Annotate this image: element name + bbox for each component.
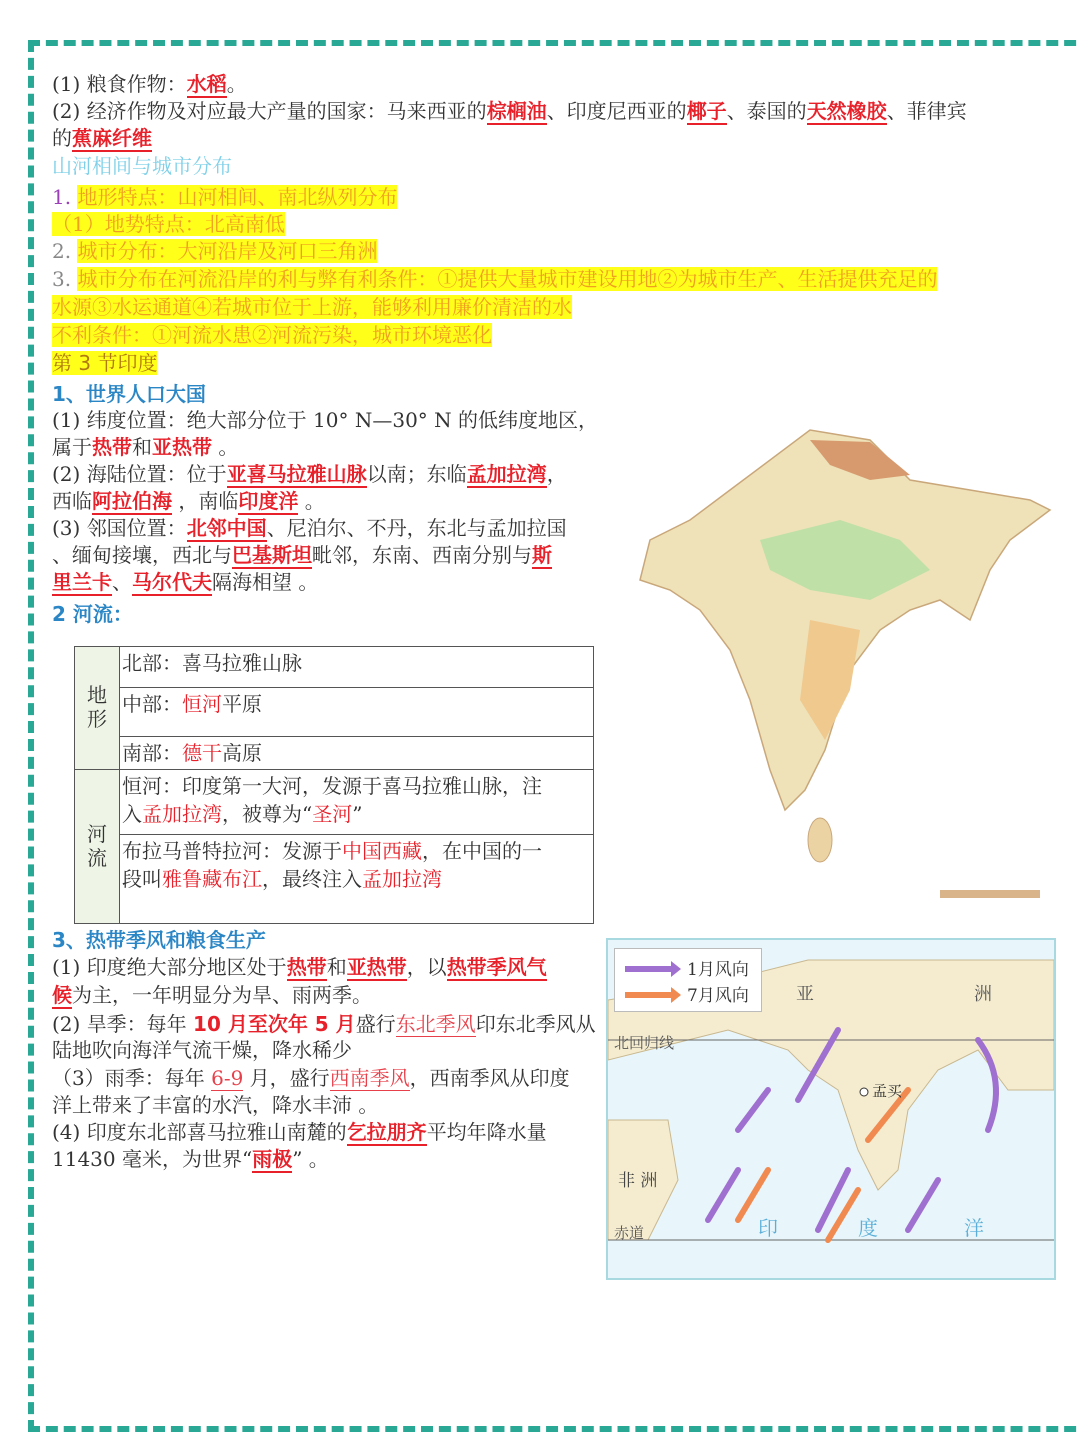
river-label-cell: 河流 <box>75 770 120 924</box>
section-heading: 2 河流： <box>52 602 133 626</box>
text-line: 陆地吹向海洋气流干燥，降水稀少 <box>52 1038 352 1062</box>
text-line: (1) 印度绝大部分地区处于热带和亚热带，以热带季风气 <box>52 955 547 979</box>
text-line: 属于热带和亚热带 。 <box>52 435 239 459</box>
table-cell: 南部：德干高原 <box>120 737 594 770</box>
section-heading: 山河相间与城市分布 <box>52 154 232 178</box>
terrain-label-cell: 地形 <box>75 647 120 770</box>
section-heading: 1、世界人口大国 <box>52 382 206 406</box>
asia-label-2: 洲 <box>974 984 992 1005</box>
tropic-label: 北回归线 <box>614 1034 675 1052</box>
text-line: (2) 旱季：每年 10 月至次年 5 月盛行东北季风印东北季风从 <box>52 1012 596 1036</box>
text-line: (2) 海陆位置：位于亚喜马拉雅山脉以南；东临孟加拉湾， <box>52 462 567 486</box>
text-line: 里兰卡、马尔代夫隔海相望 。 <box>52 570 319 594</box>
africa-label: 非 洲 <box>618 1171 658 1191</box>
highlight-line: 不利条件：①河流水患②河流污染，城市环境恶化 <box>52 323 492 347</box>
legend-jan: 1月风向 <box>687 960 749 980</box>
text-line: 11430 毫米，为世界“雨极” 。 <box>52 1147 329 1171</box>
text-line: （3）雨季：每年 6-9 月，盛行西南季风，西南季风从印度 <box>52 1066 570 1090</box>
text-line: (1) 纬度位置：绝大部分位于 10° N—30° N 的低纬度地区， <box>52 408 599 432</box>
text-line: (1) 粮食作物：水稻。 <box>52 72 247 96</box>
highlight-line: （1）地势特点：北高南低 <box>52 212 285 236</box>
text-line: (2) 经济作物及对应最大产量的国家：马来西亚的棕榈油、印度尼西亚的椰子、泰国的天然橡胶、菲律宾 <box>52 99 967 123</box>
equator-label: 赤道 <box>614 1224 645 1242</box>
highlight-line: 1. 地形特点：山河相间、南北纵列分布 <box>52 185 398 209</box>
table-cell: 中部：恒河平原 <box>120 688 594 737</box>
terrain-river-table <box>74 646 594 924</box>
text-line: 的蕉麻纤维 <box>52 126 152 150</box>
ocean-label-2: 度 <box>858 1216 878 1240</box>
text-line: (3) 邻国位置：北邻中国、尼泊尔、不丹，东北与孟加拉国 <box>52 516 567 540</box>
mumbai-label: 孟买 <box>872 1082 903 1100</box>
text-line: 、缅甸接壤，西北与巴基斯坦毗邻，东南、西南分别与斯 <box>52 543 552 567</box>
map-legend <box>614 948 762 1012</box>
highlight-line: 水源③水运通道④若城市位于上游，能够利用廉价清洁的水 <box>52 295 572 319</box>
text-line: 候为主，一年明显分为旱、雨两季。 <box>52 983 372 1007</box>
highlight-line: 2. 城市分布：大河沿岸及河口三角洲 <box>52 239 378 263</box>
text-line: (4) 印度东北部喜马拉雅山南麓的乞拉朋齐平均年降水量 <box>52 1120 547 1144</box>
section-heading: 3、热带季风和粮食生产 <box>52 928 266 952</box>
table-cell: 北部：喜马拉雅山脉 <box>120 647 594 688</box>
highlight-line: 3. 城市分布在河流沿岸的利与弊有利条件：①提供大量城市建设用地②为城市生产、生活提供充足的 <box>52 267 938 291</box>
monsoon-map <box>606 938 1056 1280</box>
table-cell: 恒河：印度第一大河，发源于喜马拉雅山脉，注 入孟加拉湾，被尊为“圣河” <box>120 770 594 835</box>
section-heading: 第 3 节印度 <box>52 351 158 375</box>
table-cell: 布拉马普特拉河：发源于中国西藏，在中国的一 段叫雅鲁藏布江，最终注入孟加拉湾 <box>120 835 594 924</box>
text-line: 西临阿拉伯海 ，南临印度洋 。 <box>52 489 325 513</box>
text-line: 洋上带来了丰富的水汽，降水丰沛 。 <box>52 1093 379 1117</box>
india-topographic-map <box>610 370 1060 920</box>
asia-label-1: 亚 <box>796 984 814 1005</box>
ocean-label-1: 印 <box>758 1216 778 1240</box>
ocean-label-3: 洋 <box>964 1216 984 1240</box>
legend-jul: 7月风向 <box>687 986 749 1006</box>
